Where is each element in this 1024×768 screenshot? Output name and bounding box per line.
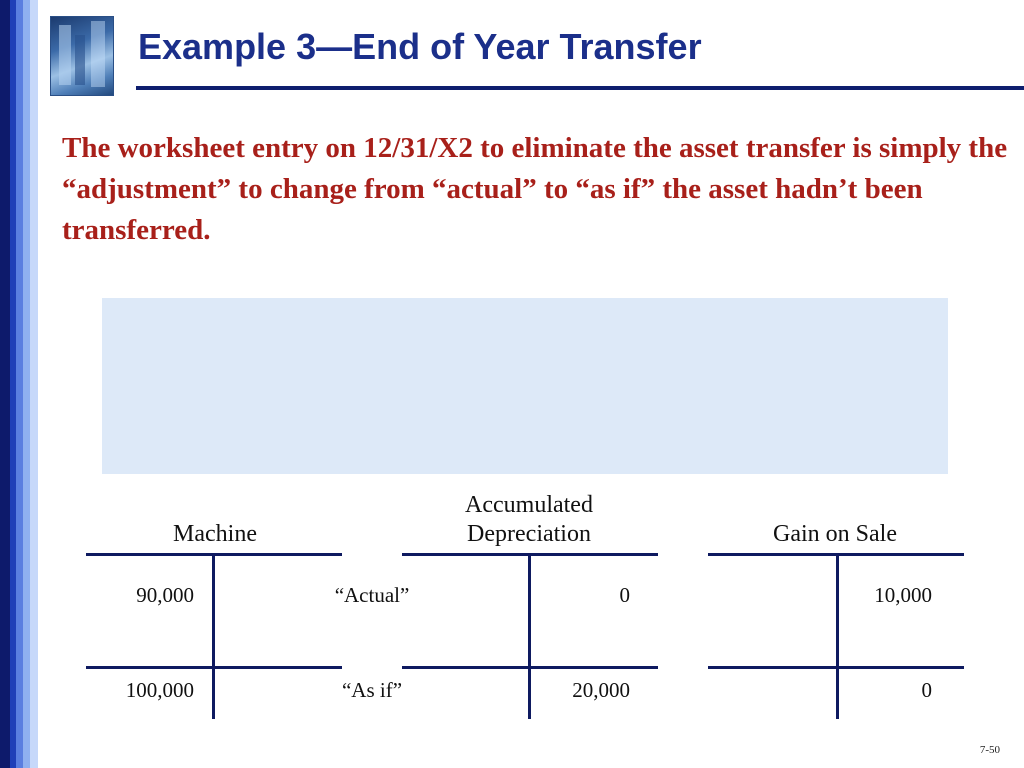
- t-account-machine-label: Machine: [173, 521, 257, 547]
- t-account-machine-mid-rule: [86, 666, 342, 669]
- t-account-accum-dep-label-line2: Depreciation: [467, 521, 591, 547]
- slide-body-text: The worksheet entry on 12/31/X2 to eliminate the asset transfer is simply the “adjustment” to change from “actual” to “as if” the asset hadn’t been transferred.: [62, 132, 1008, 246]
- left-stripe-3: [16, 0, 23, 768]
- left-stripe-4: [23, 0, 30, 768]
- t-account-gain-mid-rule: [708, 666, 964, 669]
- t-account-accum-dep-mid-rule: [402, 666, 658, 669]
- machine-as-if-debit: 100,000: [125, 678, 194, 702]
- gain-actual-credit: 10,000: [874, 583, 932, 607]
- machine-actual-debit: 90,000: [136, 583, 194, 607]
- slide-title: Example 3—End of Year Transfer: [138, 26, 702, 67]
- left-stripe-1: [0, 0, 10, 768]
- gain-as-if-credit: 0: [921, 678, 932, 702]
- book-cover-icon: [50, 16, 114, 96]
- t-account-accum-dep-label-line1: Accumulated: [465, 492, 593, 518]
- t-account-accum-dep-divider: [528, 553, 531, 719]
- row-label-actual: “Actual”: [334, 583, 410, 607]
- t-account-gain-label: Gain on Sale: [773, 521, 897, 547]
- accum-dep-actual-credit: 0: [619, 583, 630, 607]
- row-label-as-if: “As if”: [341, 678, 403, 702]
- t-account-gain-divider: [836, 553, 839, 719]
- t-account-machine-divider: [212, 553, 215, 719]
- accum-dep-as-if-credit: 20,000: [572, 678, 630, 702]
- left-stripe-5: [30, 0, 38, 768]
- page-number: 7-50: [979, 744, 1000, 756]
- title-underline: [136, 86, 1024, 90]
- entry-placeholder-box: [102, 298, 948, 474]
